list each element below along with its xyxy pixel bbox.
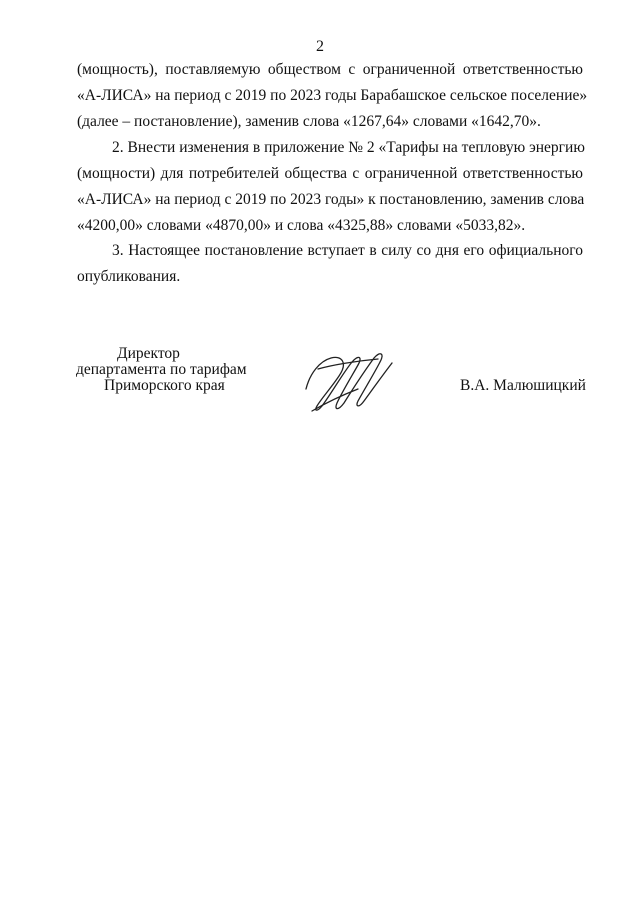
paragraph-2-line-3: «А-ЛИСА» на период с 2019 по 2023 годы» к постановлению, заменив слова xyxy=(77,191,585,208)
signatory-name: В.А. Малюшицкий xyxy=(460,377,586,394)
paragraph-1-line-3: (далее – постановление), заменив слова «1267,64» словами «1642,70». xyxy=(77,113,541,130)
paragraph-1-line-1: (мощность), поставляемую обществом с ограниченной ответственностью xyxy=(77,61,583,78)
paragraph-2-line-2: (мощности) для потребителей общества с ограниченной ответственностью xyxy=(77,165,583,182)
paragraph-3-line-2: опубликования. xyxy=(77,268,181,285)
handwritten-signature xyxy=(300,345,400,420)
paragraph-3-line-1: 3. Настоящее постановление вступает в силу со дня его официального xyxy=(112,242,583,259)
signature-title-line-3: Приморского края xyxy=(104,377,225,394)
page-number: 2 xyxy=(316,38,324,55)
paragraph-2-line-1: 2. Внести изменения в приложение № 2 «Тарифы на тепловую энергию xyxy=(112,139,585,156)
signature-title-line-1: Директор xyxy=(117,345,180,362)
signature-title-line-2: департамента по тарифам xyxy=(76,361,247,378)
paragraph-2-line-4: «4200,00» словами «4870,00» и слова «4325,88» словами «5033,82». xyxy=(77,217,526,234)
paragraph-1-line-2: «А-ЛИСА» на период с 2019 по 2023 годы Барабашское сельское поселение» xyxy=(77,87,588,104)
